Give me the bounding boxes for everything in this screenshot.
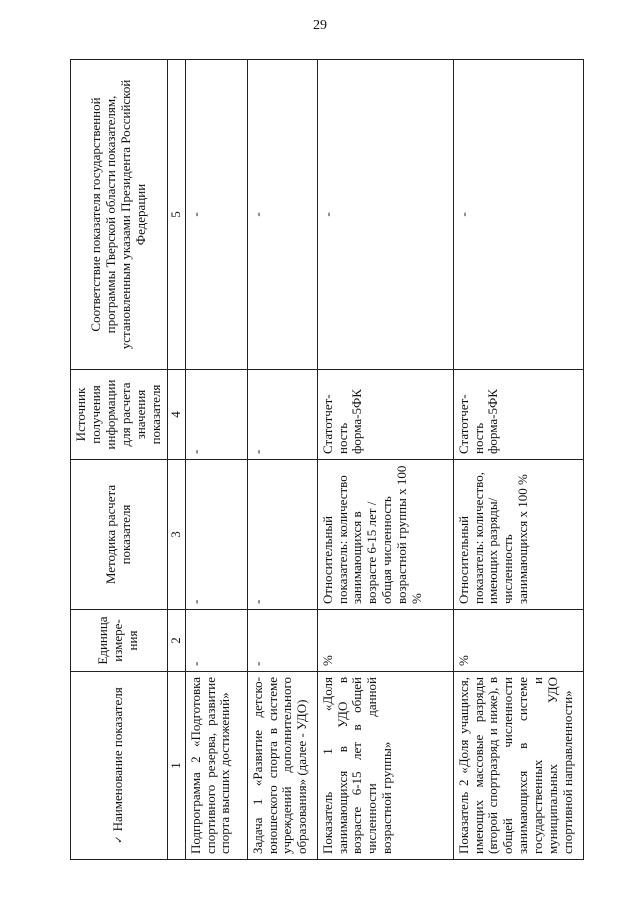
indicator-source: - [185, 370, 247, 460]
indicator-name: Задача 1 «Развитие детско-юношеского спорта в системе учреждений дополнительного образования» (далее - УДО) [247, 672, 317, 860]
indicator-compliance: - [317, 60, 453, 370]
indicator-name: Показатель 1 «Доля занимающихся в УДО в возрасте 6-15 лет в общей численности данной возрастной группы» [317, 672, 453, 860]
header-source: Источник получения информации для расчета значения показателя [71, 370, 168, 460]
column-number: 4 [167, 370, 185, 460]
indicator-unit: - [247, 610, 317, 672]
column-number-row [167, 60, 185, 860]
table-row [247, 60, 317, 860]
indicator-compliance: - [247, 60, 317, 370]
check-mark: ✓ [114, 835, 126, 844]
column-number: 1 [167, 672, 185, 860]
indicator-method: - [185, 460, 247, 610]
indicator-name: Показатель 2 «Доля учащихся, имеющих массовые разряды (второй спортразряд и ниже), в общей численности занимающихся в системе государственных и муниципальных УДО спортивной направленности» [453, 672, 583, 860]
indicator-source: Статотчет-ность форма-5ФК [453, 370, 583, 460]
header-compliance: Соответствие показателя государственной программы Тверской области показателям, установленным указами Президента Российской Федерации [71, 60, 168, 370]
header-row [71, 60, 168, 860]
column-number: 2 [167, 610, 185, 672]
table-row [185, 60, 247, 860]
indicator-name: Подпрограмма 2 «Подготовка спортивного резерва, развитие спорта высших достижений» [185, 672, 247, 860]
header-name: ✓Наименование показателя [71, 672, 168, 860]
indicator-source: - [247, 370, 317, 460]
page-number: 29 [313, 18, 327, 33]
indicator-unit: % [317, 610, 453, 672]
header-unit: Единица измере-ния [71, 610, 168, 672]
table-row [317, 60, 453, 860]
indicator-method: Относительный показатель: количество занимающихся в возрасте 6-15 лет / общая численность возрастной группы x 100 % [317, 460, 453, 610]
table-row [453, 60, 583, 860]
header-method: Методика расчета показателя [71, 460, 168, 610]
indicator-unit: - [185, 610, 247, 672]
indicator-method: Относительный показатель: количество, имеющих разряды/ численность занимающихся x 100 % [453, 460, 583, 610]
column-number: 3 [167, 460, 185, 610]
rotated-table-wrapper [70, 60, 607, 860]
indicator-method: - [247, 460, 317, 610]
indicator-source: Статотчет-ность форма-5ФК [317, 370, 453, 460]
indicators-table [70, 59, 584, 860]
indicator-compliance: - [453, 60, 583, 370]
indicator-compliance: - [185, 60, 247, 370]
column-number: 5 [167, 60, 185, 370]
indicator-unit: % [453, 610, 583, 672]
